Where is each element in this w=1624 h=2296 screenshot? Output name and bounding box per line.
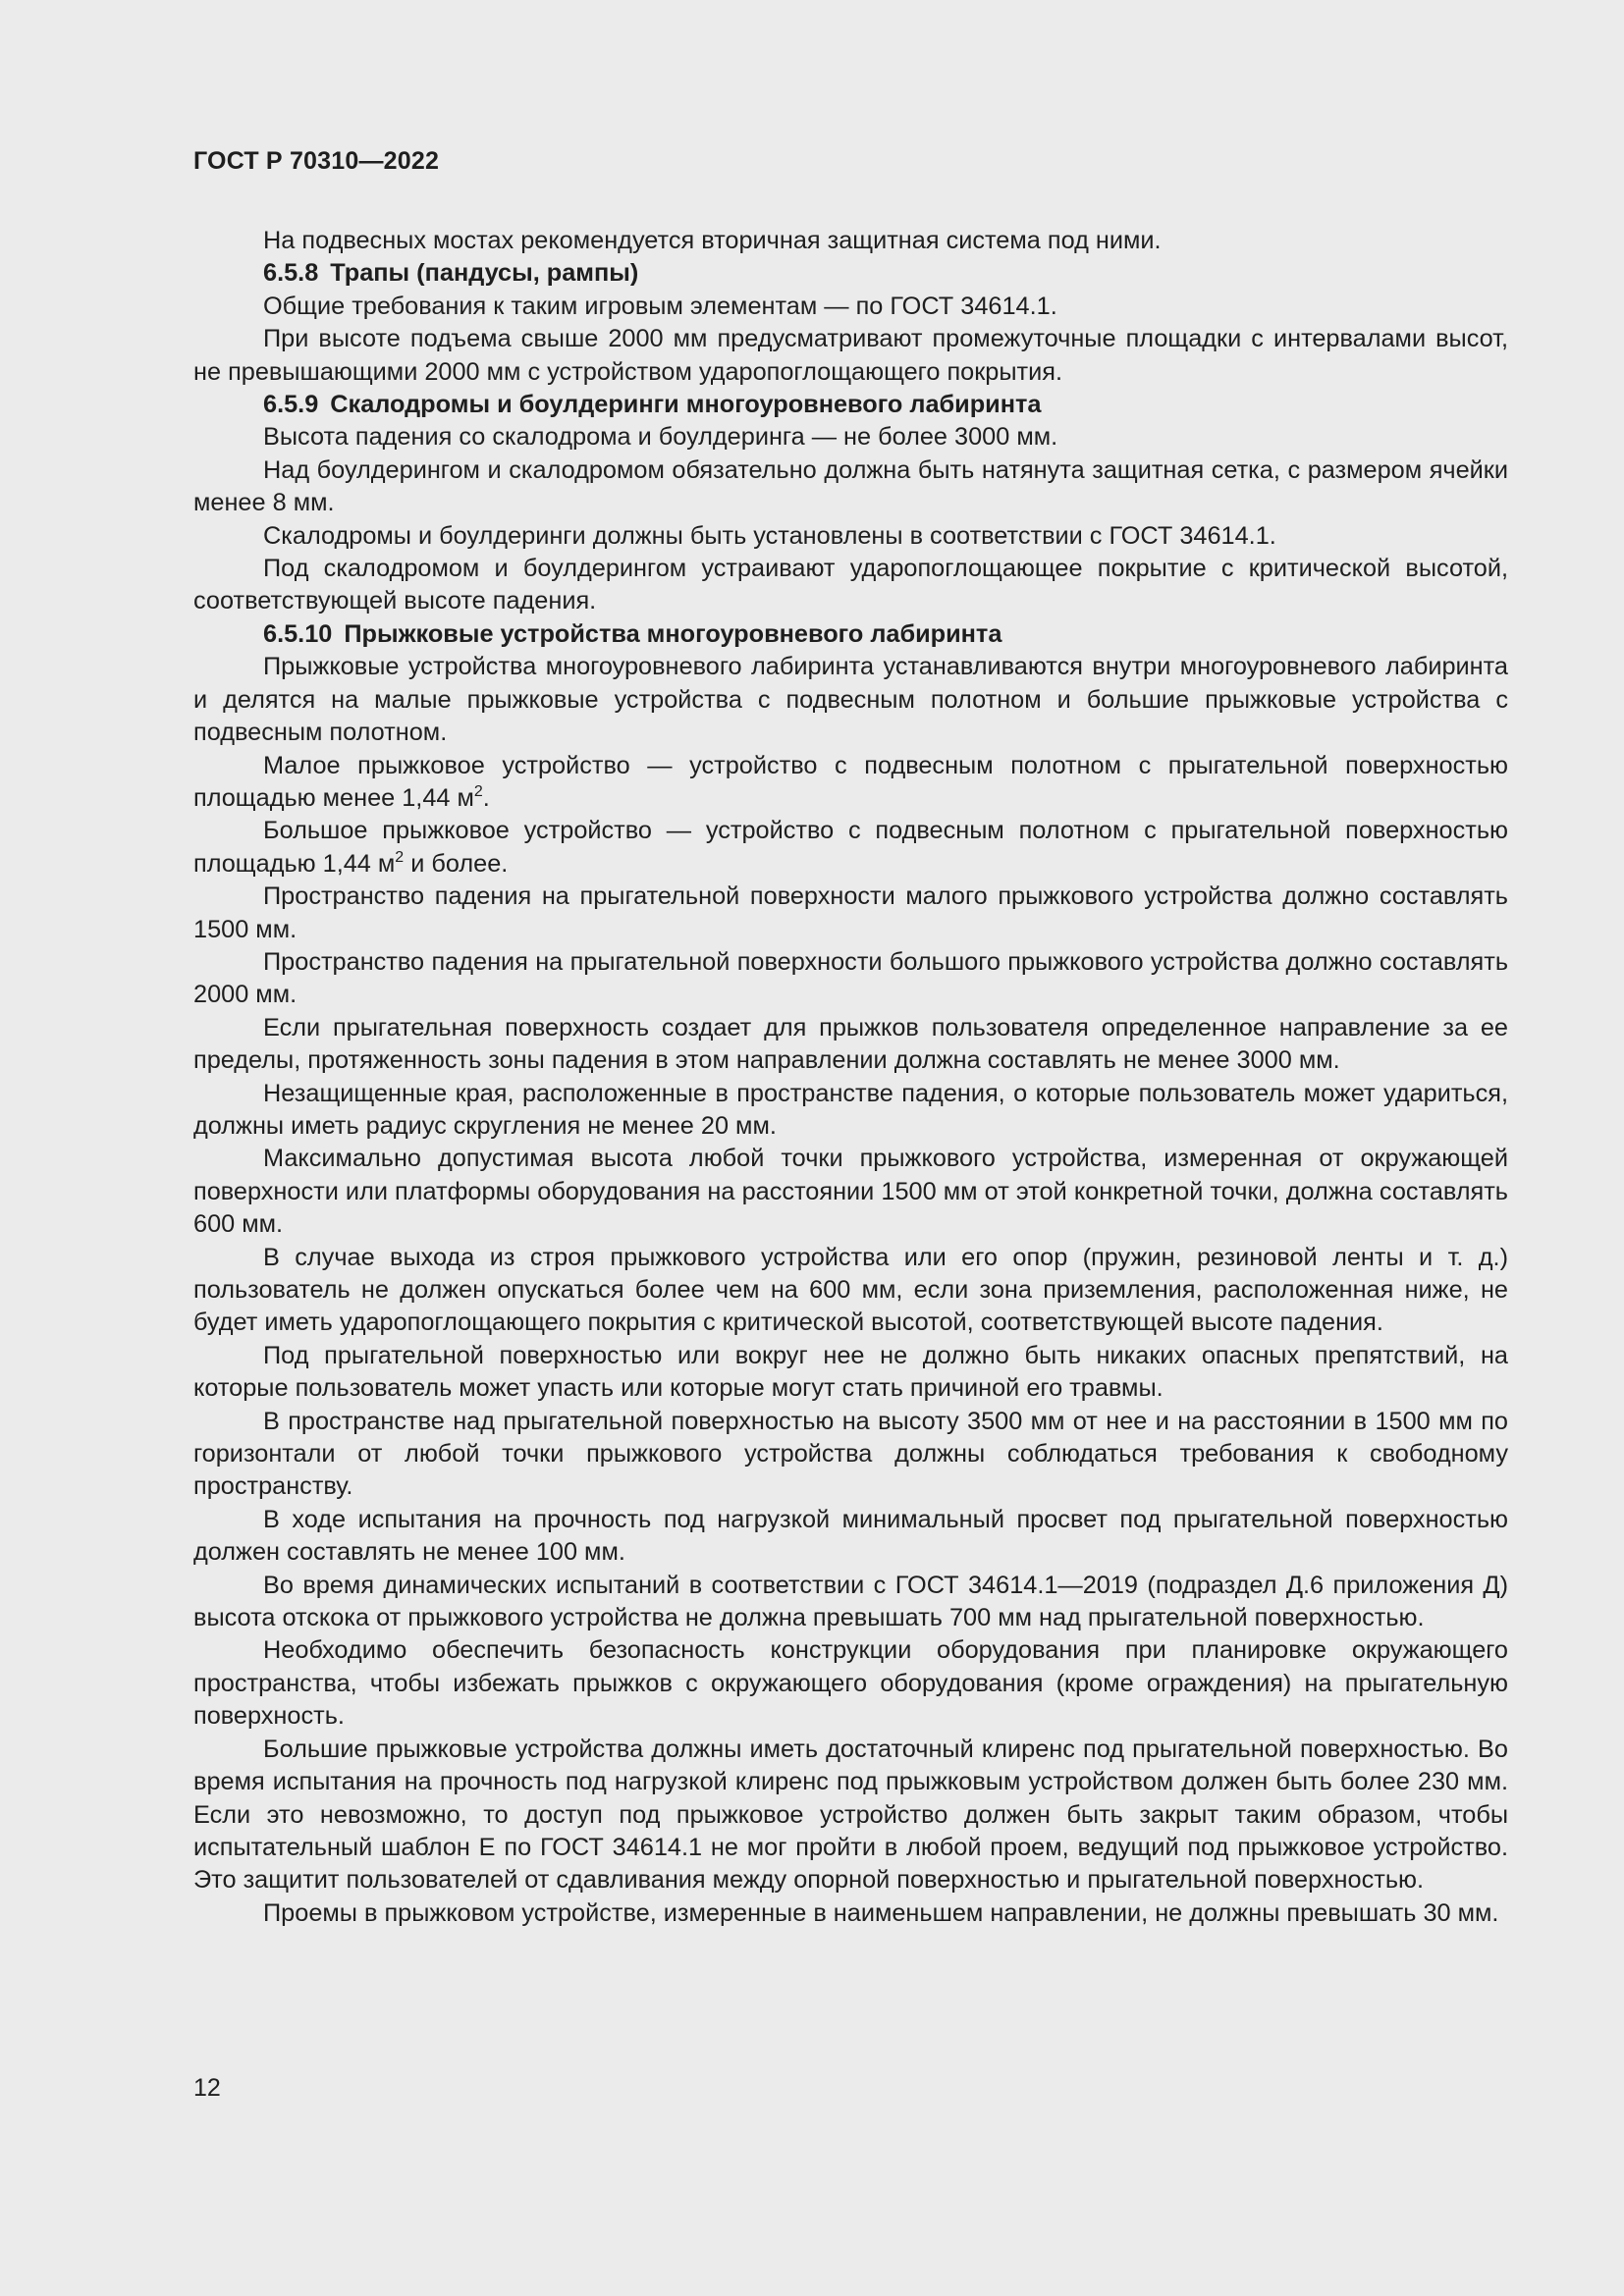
section-number: 6.5.8 bbox=[263, 259, 319, 288]
text-fragment: . bbox=[482, 783, 490, 812]
section-heading-6-5-10 bbox=[193, 618, 1508, 651]
superscript: 2 bbox=[395, 848, 405, 866]
section-heading-6-5-8 bbox=[193, 257, 1508, 290]
section-title: Скалодромы и боулдеринги многоуровневого лабиринта bbox=[330, 391, 1042, 419]
paragraph: В пространстве над прыгательной поверхностью на высоту 3500 мм от нее и на расстоянии в 1500 мм по горизонтали от любой точки прыжкового устройства должны соблюдаться требования к свободному пространству. bbox=[193, 1407, 1508, 1501]
paragraph: Высота падения со скалодрома и боулдеринга — не более 3000 мм. bbox=[263, 423, 1058, 452]
text-fragment: Большое прыжковое устройство — устройство с подвесным полотном с прыгательной поверхностью площадью 1,44 м bbox=[193, 817, 1508, 878]
paragraph: Большие прыжковые устройства должны иметь достаточный клиренс под прыгательной поверхностью. Во время испытания на прочность под нагрузкой клиренс под прыжковым устройством должен быть более 230 мм. Если это невозможно, то доступ под прыжковое устройство должен быть закрыт таким образом, чтобы испытательный шаблон Е по ГОСТ 34614.1 не мог пройти в любой проем, ведущий под прыжковое устройство. Это защитит пользователей от сдавливания между опорной поверхностью и прыгательной поверхностью. bbox=[193, 1735, 1508, 1895]
paragraph: Во время динамических испытаний в соответствии с ГОСТ 34614.1—2019 (подраздел Д.6 приложения Д) высота отскока от прыжкового устройства не должна превышать 700 мм над прыгательной поверхностью. bbox=[193, 1571, 1508, 1632]
section-title: Прыжковые устройства многоуровневого лабиринта bbox=[344, 619, 1002, 648]
paragraph: Общие требования к таким игровым элементам — по ГОСТ 34614.1. bbox=[263, 292, 1057, 320]
text-fragment: Малое прыжковое устройство — устройство с подвесным полотном с прыгательной поверхностью площадью менее 1,44 м bbox=[193, 751, 1508, 812]
paragraph: Незащищенные края, расположенные в пространстве падения, о которые пользователь может удариться, должны иметь радиус скругления не менее 20 мм. bbox=[193, 1079, 1508, 1140]
section-title: Трапы (пандусы, рампы) bbox=[330, 259, 639, 288]
document-code-header: ГОСТ Р 70310—2022 bbox=[193, 147, 440, 175]
paragraph: Если прыгательная поверхность создает для прыжков пользователя определенное направление за ее пределы, протяженность зоны падения в этом направлении должна составлять не менее 3000 мм. bbox=[193, 1013, 1508, 1075]
section-number: 6.5.10 bbox=[263, 619, 333, 648]
paragraph: В ходе испытания на прочность под нагрузкой минимальный просвет под прыгательной поверхностью должен составлять не менее 100 мм. bbox=[193, 1505, 1508, 1567]
paragraph: Под прыгательной поверхностью или вокруг нее не должно быть никаких опасных препятствий, на которые пользователь может упасть или которые могут стать причиной его травмы. bbox=[193, 1341, 1508, 1403]
superscript: 2 bbox=[473, 782, 483, 800]
paragraph: Проемы в прыжковом устройстве, измеренные в наименьшем направлении, не должны превышать 30 мм. bbox=[263, 1898, 1499, 1927]
paragraph: Необходимо обеспечить безопасность конструкции оборудования при планировке окружающего пространства, чтобы избежать прыжков с окружающего оборудования (кроме ограждения) на прыгательную поверхность. bbox=[193, 1636, 1508, 1731]
page-number: 12 bbox=[193, 2074, 221, 2102]
paragraph: Прыжковые устройства многоуровневого лабиринта устанавливаются внутри многоуровневого лабиринта и делятся на малые прыжковые устройства с подвесным полотном и большие прыжковые устройства с подвесным полотном. bbox=[193, 653, 1508, 747]
paragraph-small-jump-device bbox=[193, 750, 1508, 816]
paragraph: Под скалодромом и боулдерингом устраивают ударопоглощающее покрытие с критической высотой, соответствующей высоте падения. bbox=[193, 555, 1508, 615]
paragraph: Пространство падения на прыгательной поверхности малого прыжкового устройства должно составлять 1500 мм. bbox=[193, 882, 1508, 943]
text-fragment: и более. bbox=[404, 849, 509, 878]
section-heading-6-5-9 bbox=[193, 389, 1508, 421]
section-number: 6.5.9 bbox=[263, 391, 319, 419]
paragraph: На подвесных мостах рекомендуется вторичная защитная система под ними. bbox=[263, 227, 1162, 254]
document-body bbox=[193, 225, 1508, 1930]
paragraph: Скалодромы и боулдеринги должны быть установлены в соответствии с ГОСТ 34614.1. bbox=[263, 521, 1276, 550]
paragraph: Пространство падения на прыгательной поверхности большого прыжкового устройства должно составлять 2000 мм. bbox=[193, 947, 1508, 1009]
paragraph: Максимально допустимая высота любой точки прыжкового устройства, измеренная от окружающей поверхности или платформы оборудования на расстоянии 1500 мм от этой конкретной точки, должна составлять 600 мм. bbox=[193, 1145, 1508, 1239]
paragraph: При высоте подъема свыше 2000 мм предусматривают промежуточные площадки с интервалами высот, не превышающими 2000 мм с устройством ударопоглощающего покрытия. bbox=[193, 325, 1508, 386]
paragraph-large-jump-device bbox=[193, 815, 1508, 881]
paragraph: В случае выхода из строя прыжкового устройства или его опор (пружин, резиновой ленты и т. д.) пользователь не должен опускаться более чем на 600 мм, если зона приземления, расположенная ниже, не будет иметь ударопоглощающего покрытия с критической высотой, соответствующей высоте падения. bbox=[193, 1243, 1508, 1337]
paragraph: Над боулдерингом и скалодромом обязательно должна быть натянута защитная сетка, с размером ячейки менее 8 мм. bbox=[193, 455, 1508, 517]
